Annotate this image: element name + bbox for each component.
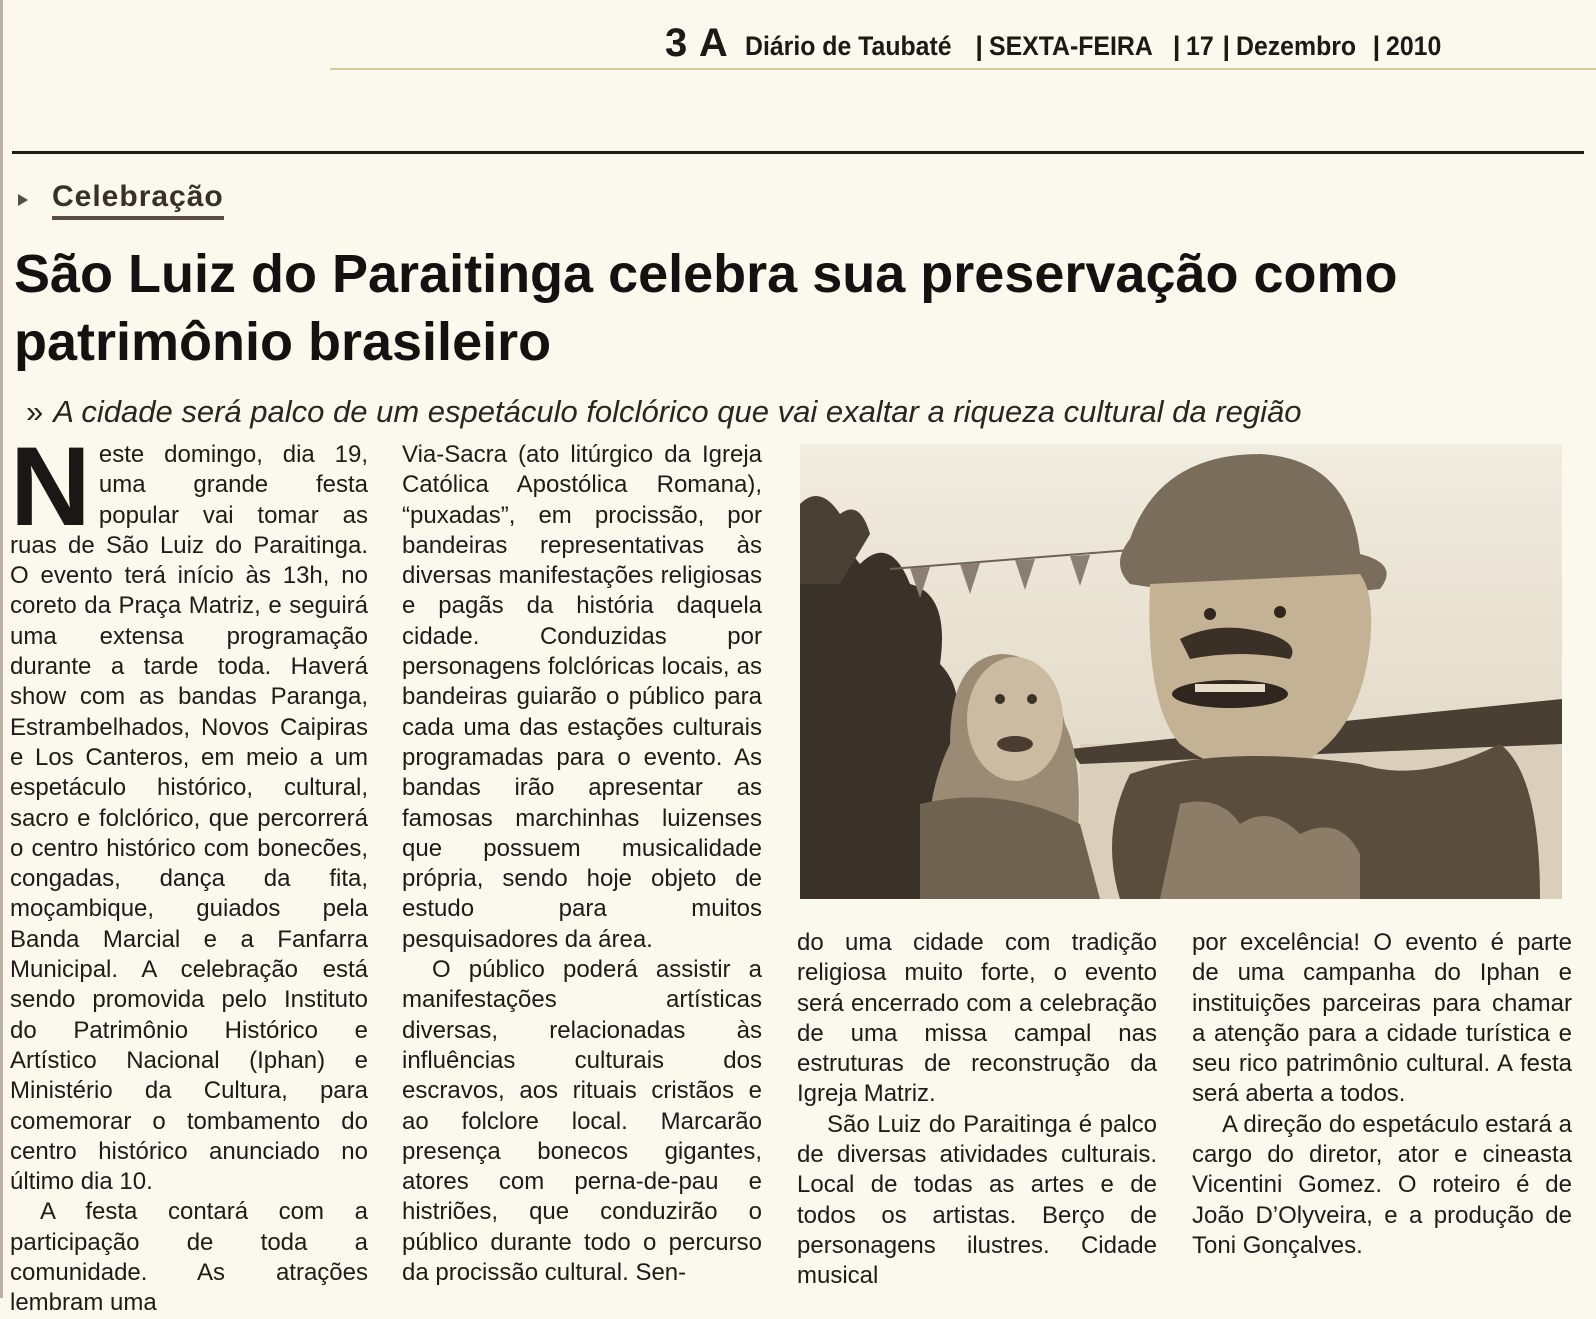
masthead-year: 2010 [1386,31,1442,61]
newspaper-name: Diário de Taubaté [744,31,952,61]
masthead-rule [330,68,1596,70]
article-column-3 [797,928,1157,1292]
article-column-1 [10,424,368,1319]
paragraph: Via-Sacra (ato litúrgico da Igreja Católica Apostólica Romana), “puxadas”, em procissão, por bandeiras representativas às diversas manifestações religiosas e pagãs da história daquela cidade. Conduzidas por personagens folclóricas locais, as bandeiras guiarão o público para cada uma das estações culturais programadas para o evento. As bandas irão apresentar as famosas marchinhas luizenses que possuem musicalidade própria, sendo hoje objeto de estudo para muitos pesquisadores da área. [402,441,762,953]
drop-cap: N [10,424,91,549]
paragraph-text: este domingo, dia 19, uma grande festa popular vai tomar as ruas de São Luiz do Paraitinga. O evento terá início às 13h, no coreto da Praça Matriz, e seguirá uma extensa programação durante a tarde toda. Haverá show com as bandas Paranga, Estrambelhados, Novos Caipiras e Los Canteros, em meio a um espetáculo histórico, cultural, sacro e folclórico, que percorrerá o centro histórico com bonecões, congadas, dança da fita, moçambique, guiados pela Banda Marcial e a Fanfarra Municipal. A celebração está sendo promovida pelo Instituto do Patrimônio Histórico e Artístico Nacional (Iphan) e Ministério da Cultura, para comemorar o tombamento do centro histórico anunciado no último dia 10. [10,441,368,1196]
masthead-weekday: SEXTA-FEIRA [988,31,1153,61]
section-tag [18,180,224,220]
paragraph: A direção do espetáculo estará a cargo do diretor, ator e cineasta Vicentini Gomez. O roteiro é de João D’Olyveira, e a produção de Toni Gonçalves. [1192,1110,1572,1259]
masthead-separator: | [1372,31,1381,61]
paragraph [10,424,368,1197]
giant-puppets-photo [800,444,1562,899]
paragraph: São Luiz do Paraitinga é palco de diversas atividades culturais. Local de todas as artes e de todos os artistas. Berço de personagens ilustres. Cidade musical [797,1110,1157,1290]
paragraph: por excelência! O evento é parte de uma campanha do Iphan e instituições parceiras para chamar a atenção para a cidade turística e seu rico patrimônio cultural. A festa será aberta a todos. [1192,929,1572,1108]
article-column-2 [402,440,762,1288]
page-number: 3 A [665,21,729,65]
deck-text: A cidade será palco de um espetáculo folclórico que vai exaltar a riqueza cultural da região [53,394,1302,429]
masthead-day: 17 [1186,31,1215,61]
triangle-bullet-icon [18,194,28,206]
paragraph: O público poderá assistir a manifestações artísticas diversas, relacionadas às influências culturais dos escravos, aos rituais cristãos e ao folclore local. Marcarão presença bonecos gigantes, atores com perna-de-pau e histriões, que conduzirão o público durante todo o percurso da procissão cultural. Sen- [402,956,762,1287]
headline: São Luiz do Paraitinga celebra sua preservação como patrimônio brasileiro [14,244,1398,372]
paragraph: A festa contará com a participação de toda a comunidade. As atrações lembram uma [10,1198,368,1317]
deck [26,394,1586,430]
article-column-4 [1192,928,1572,1261]
article-photo [800,444,1562,899]
guillemet-icon: » [26,394,44,429]
section-rule [12,151,1584,154]
page-edge [0,0,3,1298]
masthead [665,18,1595,66]
masthead-separator: | [1172,31,1181,61]
masthead-month: Dezembro [1236,31,1357,61]
section-label: Celebração [52,180,224,220]
paragraph: do uma cidade com tradição religiosa muito forte, o evento será encerrado com a celebração de uma missa campal nas estruturas de reconstrução da Igreja Matriz. [797,929,1157,1108]
masthead-separator: | [1222,31,1231,61]
masthead-separator: | [975,31,983,61]
